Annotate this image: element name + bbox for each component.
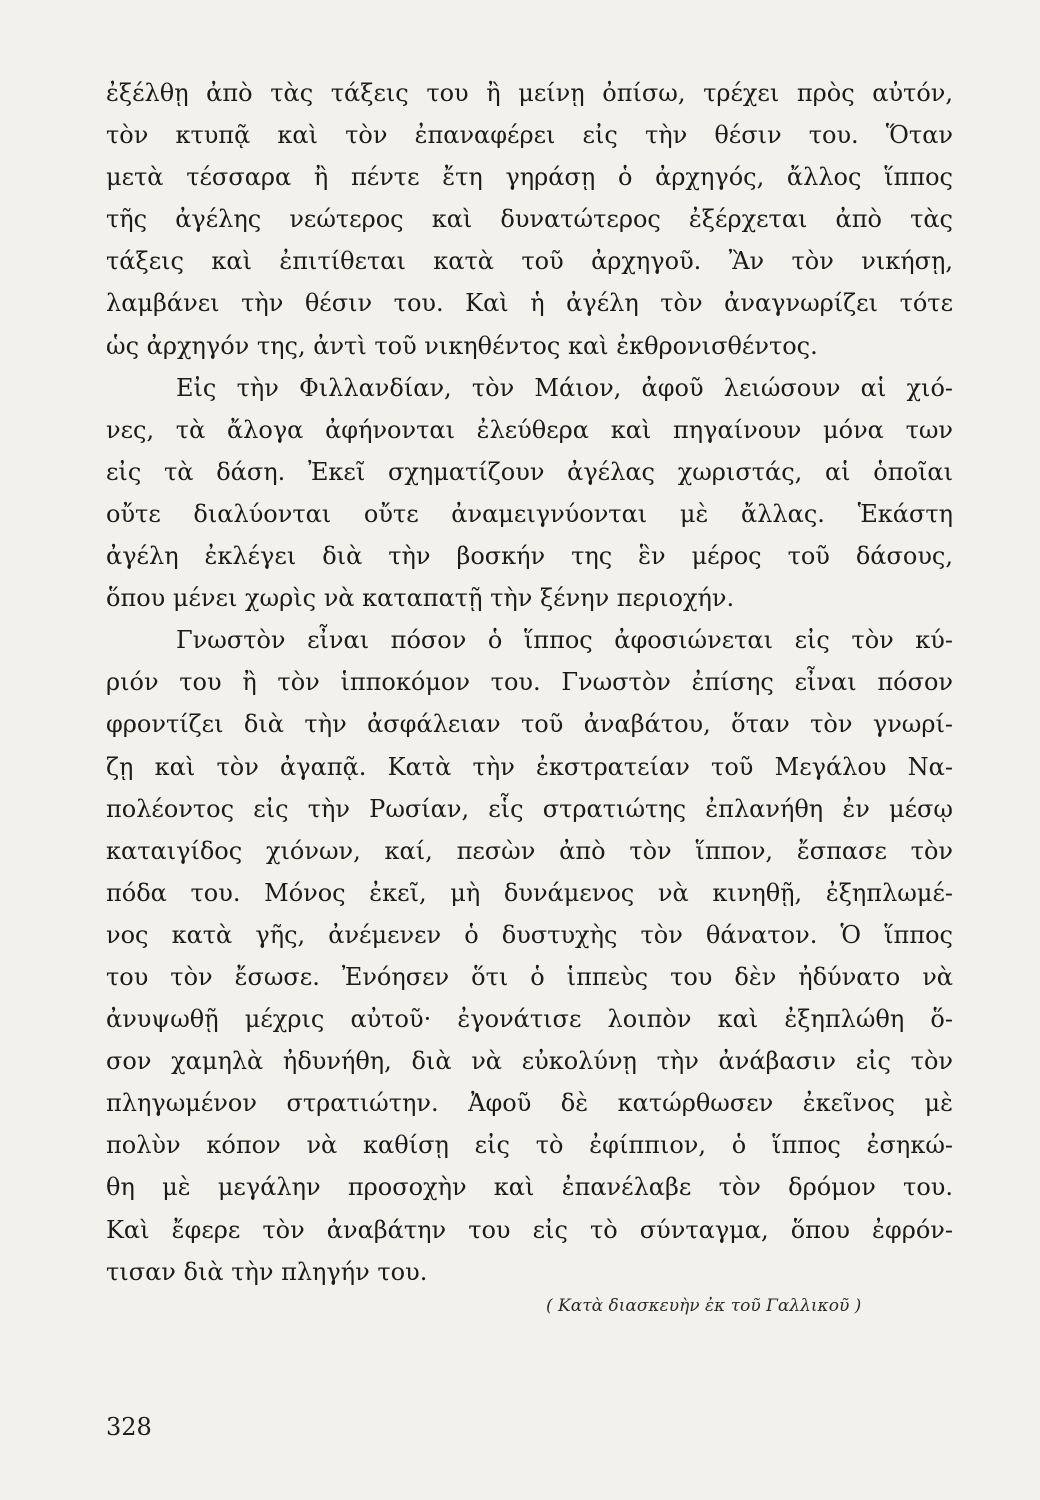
text-line: μετὰ τέσσαρα ἢ πέντε ἔτη γηράσῃ ὁ ἀρχηγός, ἄλλος ἵππος <box>106 163 953 192</box>
text-line: ὅπου μένει χωρὶς νὰ καταπατῇ τὴν ξένην περιοχήν. <box>106 584 735 613</box>
text-line: ριόν του ἢ τὸν ἱπποκόμον του. Γνωστὸν ἐπίσης εἶναι πόσον <box>106 668 953 697</box>
text-line: ὡς ἀρχηγόν της, ἀντὶ τοῦ νικηθέντος καὶ ἐκθρονισθέντος. <box>106 331 818 360</box>
text-line: εἰς τὰ δάση. Ἐκεῖ σχηματίζουν ἀγέλας χωριστάς, αἱ ὁποῖαι <box>106 457 953 486</box>
text-line: Εἰς τὴν Φιλλανδίαν, τὸν Μάιον, ἀφοῦ λειώσουν αἱ χιό- <box>176 373 953 402</box>
text-line: λαμβάνει τὴν θέσιν του. Καὶ ἡ ἀγέλη τὸν ἀναγνωρίζει τότε <box>106 289 953 318</box>
text-line: σον χαμηλὰ ἠδυνήθη, διὰ νὰ εὐκολύνῃ τὴν ἀνάβασιν εἰς τὸν <box>106 1047 953 1076</box>
text-line: πολὺν κόπον νὰ καθίσῃ εἰς τὸ ἐφίππιον, ὁ ἵππος ἐσηκώ- <box>106 1131 953 1160</box>
page-number: 328 <box>106 1413 152 1441</box>
text-line: Γνωστὸν εἶναι πόσον ὁ ἵππος ἀφοσιώνεται εἰς τὸν κύ- <box>176 626 953 655</box>
text-line: φροντίζει διὰ τὴν ἀσφάλειαν τοῦ ἀναβάτου, ὅταν τὸν γνωρί- <box>106 710 953 739</box>
text-line: πολέοντος εἰς τὴν Ρωσίαν, εἷς στρατιώτης ἐπλανήθη ἐν μέσῳ <box>106 794 953 823</box>
text-line: τάξεις καὶ ἐπιτίθεται κατὰ τοῦ ἀρχηγοῦ. Ἂν τὸν νικήσῃ, <box>106 247 953 276</box>
text-line: τὸν κτυπᾷ καὶ τὸν ἐπαναφέρει εἰς τὴν θέσιν του. Ὅταν <box>106 121 953 150</box>
text-line: πληγωμένον στρατιώτην. Ἀφοῦ δὲ κατώρθωσεν ἐκεῖνος μὲ <box>106 1089 953 1118</box>
text-line: Καὶ ἔφερε τὸν ἀναβάτην του εἰς τὸ σύνταγμα, ὅπου ἐφρόν- <box>106 1215 953 1244</box>
text-line: θη μὲ μεγάλην προσοχὴν καὶ ἐπανέλαβε τὸν δρόμον του. <box>106 1173 953 1202</box>
text-line: ζῃ καὶ τὸν ἀγαπᾷ. Κατὰ τὴν ἐκστρατείαν τοῦ Μεγάλου Να- <box>106 752 953 781</box>
text-line: νες, τὰ ἄλογα ἀφήνονται ἐλεύθερα καὶ πηγαίνουν μόνα των <box>106 415 953 444</box>
source-attribution: ( Κατὰ διασκευὴν ἐκ τοῦ Γαλλικοῦ ) <box>546 1296 862 1316</box>
text-line: καταιγίδος χιόνων, καί, πεσὼν ἀπὸ τὸν ἵππον, ἔσπασε τὸν <box>106 836 953 865</box>
body-text <box>106 72 953 1293</box>
text-line: τισαν διὰ τὴν πληγήν του. <box>106 1257 428 1286</box>
text-line: του τὸν ἔσωσε. Ἐνόησεν ὅτι ὁ ἱππεὺς του δὲν ἠδύνατο νὰ <box>106 962 953 991</box>
text-line: ἀνυψωθῇ μέχρις αὐτοῦ· ἐγονάτισε λοιπὸν καὶ ἐξηπλώθη ὅ- <box>106 1005 953 1034</box>
text-line: πόδα του. Μόνος ἐκεῖ, μὴ δυνάμενος νὰ κινηθῇ, ἐξηπλωμέ- <box>106 878 953 907</box>
text-line: ἀγέλη ἐκλέγει διὰ τὴν βοσκήν της ἓν μέρος τοῦ δάσους, <box>106 542 953 571</box>
text-line: οὔτε διαλύονται οὔτε ἀναμειγνύονται μὲ ἄλλας. Ἑκάστη <box>106 499 953 528</box>
text-line: νος κατὰ γῆς, ἀνέμενεν ὁ δυστυχὴς τὸν θάνατον. Ὁ ἵππος <box>106 920 953 949</box>
text-line: τῆς ἀγέλης νεώτερος καὶ δυνατώτερος ἐξέρχεται ἀπὸ τὰς <box>106 205 953 234</box>
text-line: ἐξέλθῃ ἀπὸ τὰς τάξεις του ἢ μείνῃ ὀπίσω, τρέχει πρὸς αὐτόν, <box>106 79 953 107</box>
